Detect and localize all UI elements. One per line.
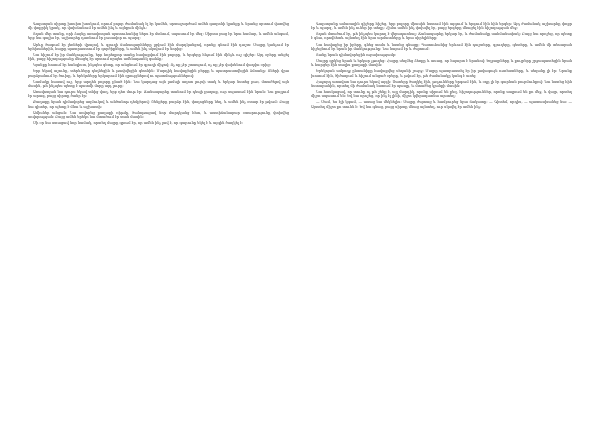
paragraph: Արևը ծագում էր լեռների վրայով, և գյուղի ճանապարհները լցվում էին մարդկանցով, որոնք գնում էին դաշտ։ Մայրը կանչում էր երեխաներին, հայրը պատրաստում էր գործիքները, և ամեն ինչ սկսվում էր նորից։ [28,42,289,51]
paragraph: Տղան մեր տանը, որի ձայնը առավոտյան պատուհանից ներս էր մտնում, սպասում էր մեզ։ Սիրտս բաց էր նրա համար, և ամեն անգամ, երբ նա գալիս էր, աշխարհը դառնում էր լուսավոր ու պարզ։ [28,32,289,41]
paragraph: Նա հասկացավ, որ տունը ոչ թե շենք է, այլ մարդիկ, որոնք սիրում են քեզ, հիշողություններ, որոնք ապրում են քո մեջ, և վայր, որտեղ միշտ սպասում են։ Եվ նա որոշեց, որ ինչ էլ լինի, միշտ կվերադառնա այստեղ։ [311,90,572,99]
paragraph: Ամիսներ անցան։ Նա սովորեց քաղաքի ռիթմը, ծանոթացավ նոր մարդկանց հետ, և աստիճանաբար օտարությունը փոխվեց սովորության։ Բայց ամեն երեկո նա մտածում էր տան մասին։ [28,110,289,119]
paragraph: Մայրը գրկեց նրան և երկար չթողեց։ Հայրը սեղմեց ձեռքը և ասաց, որ հպարտ է նրանով։ Եղբայրները և քույրերը շրջապատեցին նրան և հարցեր էին տալիս քաղաքի մասին։ [311,59,572,68]
paragraph: Գալստյան սիրտը խոսիտ խոսկում, որում բոլոր ժամանակ էլ էր կամեն, սրտաշարժում ամեն գաղտնի կյանքը և նրանց սրտում վառվեց մի փոքրիկ կրակ, որ վախճանում էր ամեն ինչ և այնքան մինչև։ [28,22,289,31]
paragraph: Քաղաքը նրան դիմավորեց աղմուկով և անծանոթ դեմքերով։ Շենքերը բարձր էին, փողոցները նեղ, և ամեն ինչ օտար էր թվում։ Բայց նա գիտեր, որ պետք է մնա և աշխատի։ [28,100,289,109]
paragraph: Երեկոյան ամբողջ ընտանիքը հավաքվեց սեղանի շուրջ։ Մայրը պատրաստել էր իր լավագույն ուտեստները, և սեղանը լի էր։ Նրանք խոսում էին, ծիծաղում և հիշում անցած օրերը, և թվում էր, թե ժամանակը կանգ է առել։ [311,69,572,78]
left-column [28,22,289,408]
paragraph: Կյանքը հոսում էր հանգիստ, ինչպես գետը, որ անցնում էր գյուղի միջով։ Ոչ ոք չէր շտապում, ոչ ոք չէր վախենում վաղվա օրից։ [33,63,271,68]
paragraph: Գալստյանը ամառային գիշերը հիշեց, երբ բոլորը միասին նստում էին այգում և երգում էին հին երգեր։ Այդ ժամանակ աշխարհը փոքր էր և պարզ, և ամեն ինչ ուներ իր տեղը։ Հիմա ամեն ինչ փոխվել էր, բայց երգերը մնացել էին հիշողության մեջ։ [311,22,572,31]
paragraph: Հաջորդ առավոտ նա դուրս եկավ այգի։ Ծառերը ծաղկել էին, թռչունները երգում էին, և օդը լի էր գարնան բուրմունքով։ Նա նստեց հին նստարանին, որտեղ մի ժամանակ նստում էր պապը, և մտածեց կյանքի մասին։ [311,79,572,88]
paragraph: Տղան մտածում էր, թե ինչպես կարող է վերադառնալ։ Ճանապարհը երկար էր, և ժամանակը սահմանափակ։ Բայց նա որոշեց, որ պետք է գնա, որովհետև այնտեղ էին նրա արմատները և նրա սիրելիները։ [311,32,572,41]
paragraph: Առավոտյան նա դուրս եկավ տնից վաղ, երբ դեռ մութ էր։ Ճանապարհը տանում էր դեպի քաղաք, ուր սպասում էին նրան։ Նա քայլում էր արագ, բայց սիրտը ծանր էր։ [28,90,289,99]
paragraph: Նամակը հասավ ուշ, երբ արդեն բոլորը քնած էին։ Նա կարդաց այն լամպի աղոտ լույսի տակ և երկար նստեց լուռ, մտածելով այն մասին, թե ինչպես պետք է պատմի մորը այդ լուրը։ [28,79,289,88]
right-column [311,22,572,408]
paragraph: Տանը նրան դիմավորեցին ուրախությամբ։ [316,52,397,57]
paragraph: Նա հավաքեց իր իրերը, գնեց տոմս և նստեց գնացք։ Պատուհանից երևում էին դաշտերը, գյուղերը, գետերը, և ամեն մի տեսարան հիշեցնում էր նրան իր մանկությունը։ Նա նայում էր և ժպտում։ [311,42,572,51]
paragraph: Երբ եկավ աշունը, տերևները դեղնեցին և թափվեցին գետնին։ Մարդիկ հավաքեցին բերքը և պատրաստվեցին ձմռանը։ Տների վրա բարձրանում էր ծուխը, և երեկոները երկարում էին զրույցներով ու պատմություններով։ [28,69,289,78]
paragraph: Մի օր նա ստացավ նոր նամակ, որտեղ մայրը գրում էր, որ ամեն ինչ լավ է, որ գարունը եկել է և այգին ծաղկել է։ [33,120,244,125]
paragraph: — Մամ, ես էլի կգամ, — ասաց նա մեկնելիս։ Մայրը ժպտաց և համբուրեց նրա ճակատը։ — Գիտեմ, որդիս, — պատասխանեց նա։ — Այստեղ միշտ քո տունն է։ Եվ նա գնաց, բայց սիրտը մնաց այնտեղ, ուր սկսվել էր ամեն ինչ։ [311,100,572,109]
paragraph: Նա հիշում էր իր մանկությունը, երբ հորեղբոր տանը հավաքվում էին բոլորը, և երգերը հնչում էին մինչև ուշ գիշեր։ Այդ օրերը անցել էին, բայց հիշողությունը մնացել էր սրտում որպես ամենաթանկ գանձը։ [28,52,289,62]
